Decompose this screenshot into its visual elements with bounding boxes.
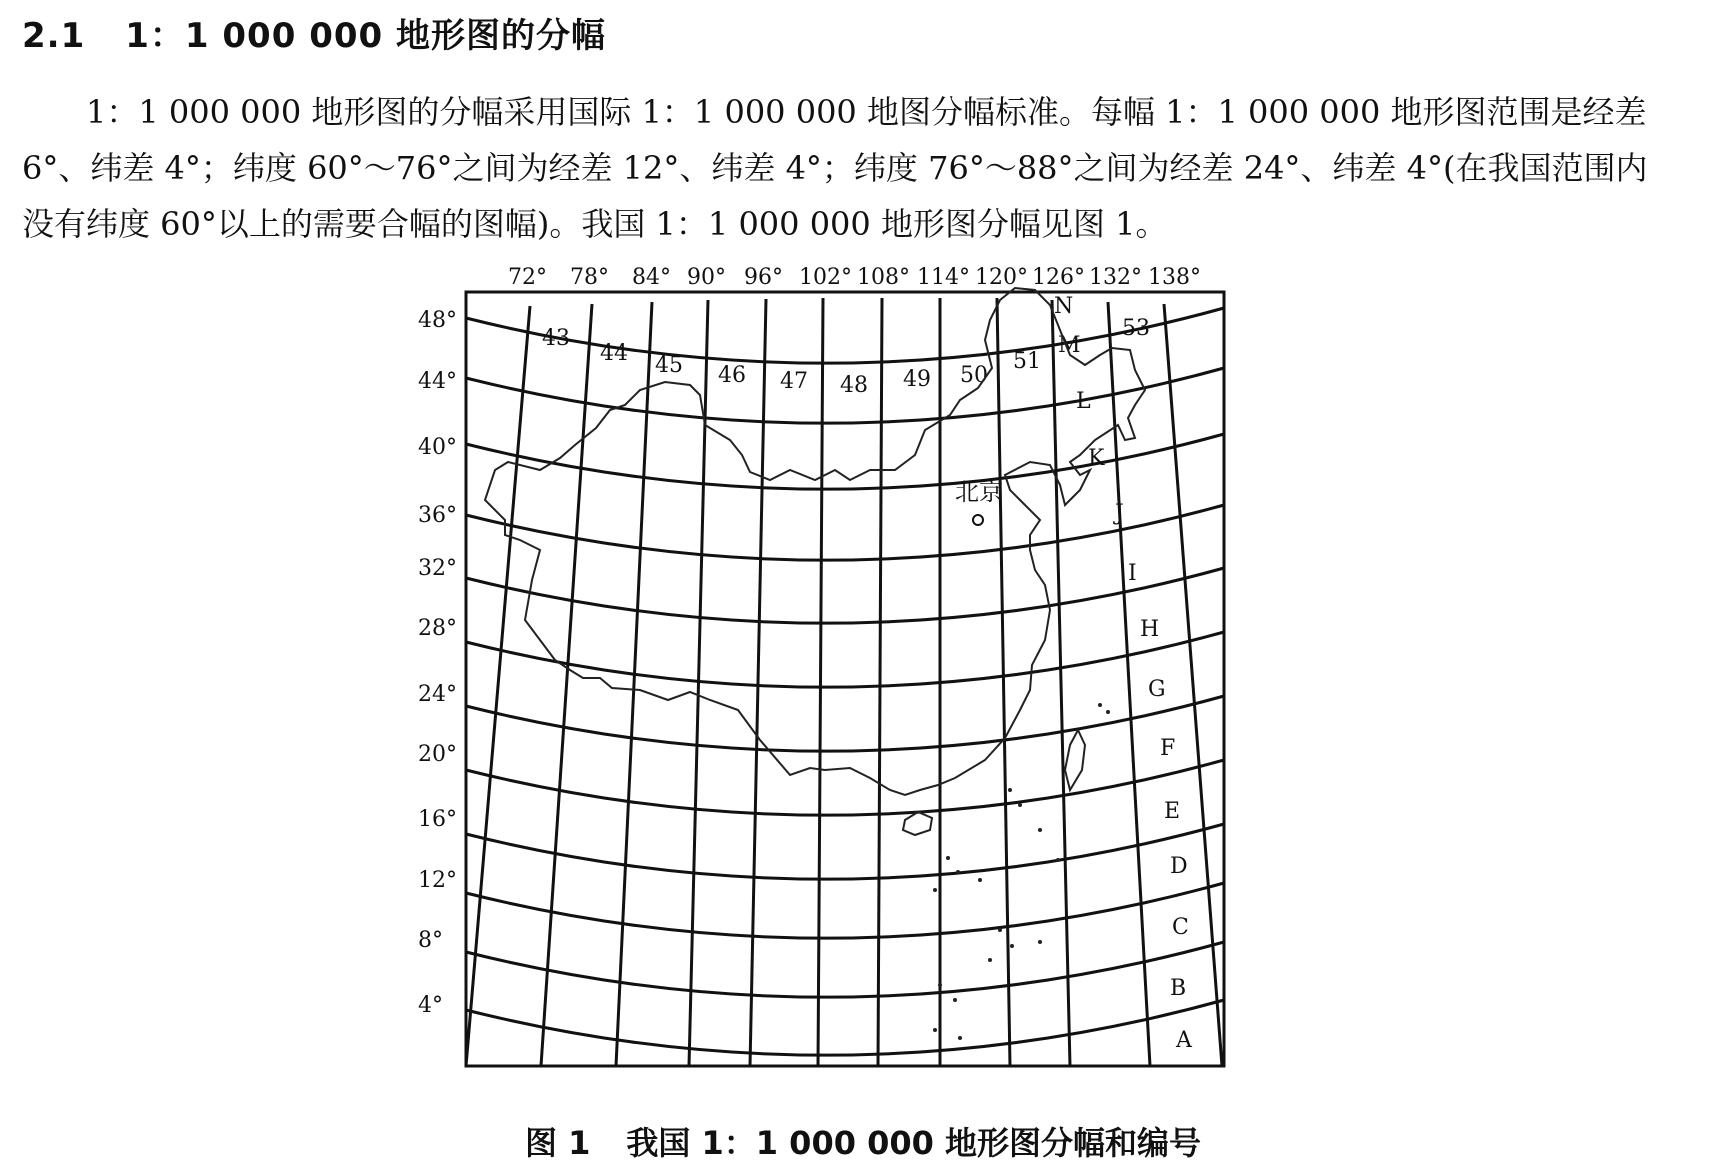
column-number: 53 [1122, 316, 1150, 341]
column-number: 45 [655, 353, 683, 378]
latitude-label: 4° [418, 993, 443, 1018]
parallel-line [466, 942, 1224, 997]
latitude-label: 16° [418, 807, 457, 832]
parallel-line [466, 883, 1224, 938]
parallel-line [466, 568, 1224, 623]
parallel-line [466, 696, 1224, 751]
longitude-label: 138° [1148, 265, 1201, 290]
parallel-line [466, 632, 1224, 687]
longitude-label: 84° [632, 265, 671, 290]
longitude-label: 120° [975, 265, 1028, 290]
meridian-line [878, 298, 882, 1066]
row-letter: C [1172, 915, 1189, 940]
row-letter: A [1176, 1028, 1192, 1053]
row-letter: L [1076, 389, 1091, 414]
row-letter: G [1148, 677, 1166, 702]
latitude-label: 40° [418, 435, 457, 460]
column-number: 44 [600, 341, 628, 366]
column-number: 50 [960, 363, 988, 388]
latitude-label: 20° [418, 742, 457, 767]
beijing-marker [973, 515, 983, 525]
row-letter: E [1164, 799, 1181, 824]
column-number: 51 [1013, 349, 1041, 374]
parallel-line [466, 1000, 1224, 1055]
latitude-label: 48° [418, 308, 457, 333]
row-letter: H [1140, 617, 1160, 642]
longitude-label: 78° [570, 265, 609, 290]
longitude-label: 126° [1032, 265, 1085, 290]
latitude-label: 32° [418, 556, 457, 581]
figure-label: 图 1 [524, 1124, 591, 1162]
body-paragraph: 1：1 000 000 地形图的分幅采用国际 1：1 000 000 地图分幅标准。每幅 1：1 000 000 地形图范围是经差 6°、纬差 4°；纬度 60°～76°之间为经差 12°、纬差 4°；纬度 76°～88°之间为经差 24°、纬差 4°(在我国范围内没有纬度 60°以上的需要合幅的图幅)。我国 1：1 000 000 地形图分幅见图 1。 [22, 93, 1648, 243]
meridian-line [750, 299, 766, 1066]
latitude-label: 8° [418, 928, 443, 953]
meridian-line [616, 302, 652, 1066]
map-grid [466, 298, 1224, 1066]
city-label-beijing: 北京 [955, 478, 1003, 506]
row-letter: F [1160, 736, 1176, 761]
meridian-line [466, 306, 530, 1066]
figure-caption-text: 我国 1：1 000 000 地形图分幅和编号 [626, 1124, 1202, 1162]
longitude-label: 72° [508, 265, 547, 290]
column-number: 47 [780, 369, 808, 394]
row-letter: K [1088, 446, 1105, 471]
meridian-line [1052, 300, 1070, 1066]
column-number: 48 [840, 373, 868, 398]
row-letter: B [1170, 976, 1187, 1001]
longitude-label: 108° [857, 265, 910, 290]
column-number: 43 [542, 326, 570, 351]
longitude-label: 114° [917, 265, 970, 290]
latitude-label: 28° [418, 616, 457, 641]
latitude-label: 36° [418, 503, 457, 528]
row-letter: M [1058, 333, 1081, 358]
parallel-line [466, 505, 1224, 560]
column-number: 49 [903, 367, 931, 392]
longitude-label: 132° [1089, 265, 1142, 290]
longitude-label: 102° [799, 265, 852, 290]
section-number: 2.1 [22, 16, 86, 56]
meridian-line [541, 304, 592, 1066]
latitude-label: 44° [418, 369, 457, 394]
longitude-label: 96° [744, 265, 783, 290]
latitude-label: 12° [418, 868, 457, 893]
row-letter: I [1128, 561, 1137, 586]
row-letter: J [1115, 501, 1124, 526]
latitude-label: 24° [418, 682, 457, 707]
section-title: 1：1 000 000 地形图的分幅 [125, 16, 607, 56]
longitude-label: 90° [687, 265, 726, 290]
figure-caption [0, 1118, 1726, 1164]
column-number: 46 [718, 363, 746, 388]
meridian-line [818, 298, 823, 1066]
map-frame [466, 292, 1224, 1066]
row-letter: N [1054, 294, 1074, 319]
parallel-line [466, 824, 1224, 879]
row-letter: D [1170, 854, 1188, 879]
